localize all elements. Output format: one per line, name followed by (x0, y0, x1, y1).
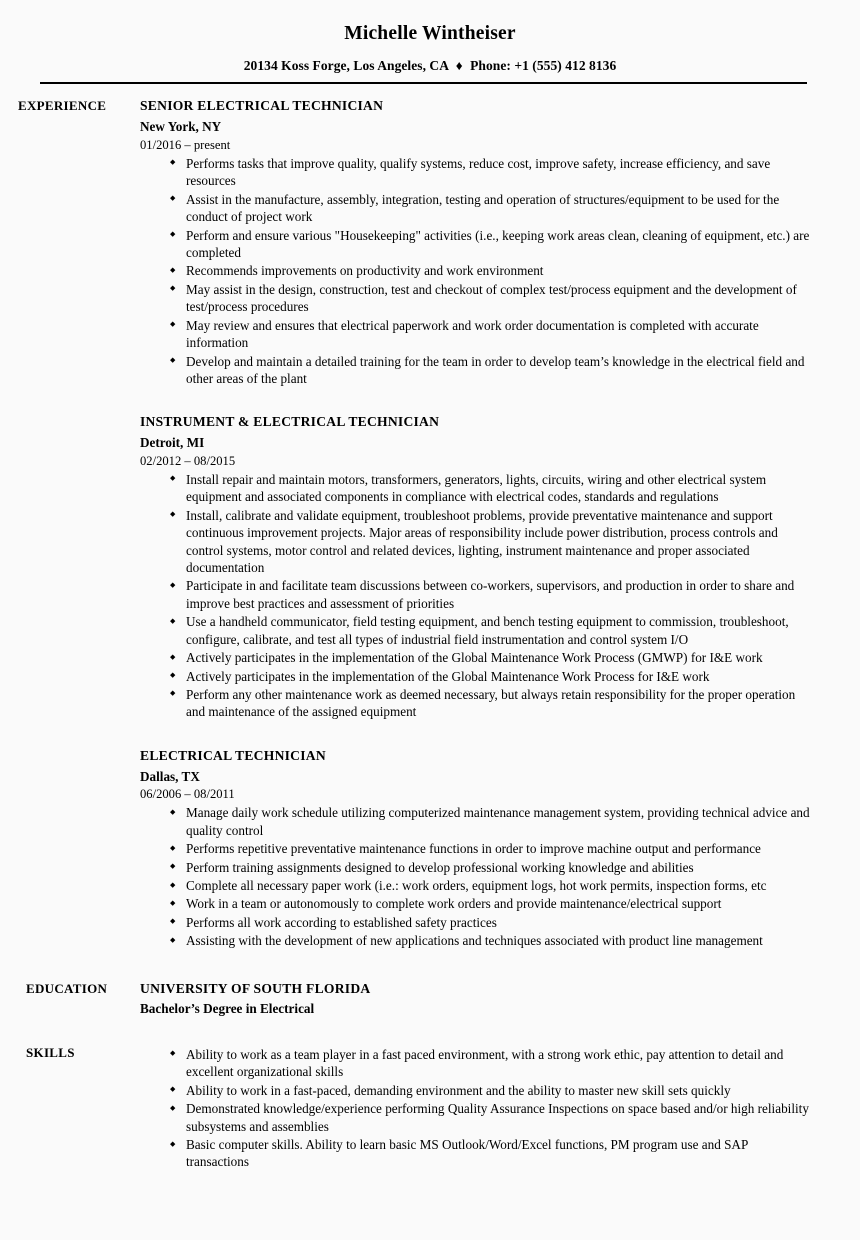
job-bullet: ◆ Actively participates in the implementation of the Global Maintenance Work Process for I&E work (170, 668, 810, 685)
job-bullet: ◆ Install repair and maintain motors, transformers, generators, lights, circuits, wiring and other electrical system equipment and associated components in compliance with electrical codes, standards and regulations (170, 471, 810, 506)
job-dates: 01/2016 – present (140, 137, 231, 152)
school-name: UNIVERSITY OF SOUTH FLORIDA (140, 980, 371, 996)
experience-entries (140, 97, 860, 949)
job-bullet: ◆ Perform and ensure various "Housekeeping" activities (i.e., keeping work areas clean, cleaning of equipment, etc.) are completed (170, 227, 810, 262)
job-dates: 06/2006 – 08/2011 (140, 787, 235, 801)
job-bullet: ◆ Assist in the manufacture, assembly, integration, testing and operation of structures/equipment to be used for the conduct of project work (170, 191, 810, 226)
skill-bullet: ◆ Demonstrated knowledge/experience performing Quality Assurance Inspections on space based and/or high reliability subsystems and assemblies (170, 1100, 810, 1135)
resume-body (0, 84, 860, 1170)
job-bullet: ◆ Participate in and facilitate team discussions between co-workers, supervisors, and production in order to share and improve best practices and assessment of priorities (170, 577, 810, 612)
job-bullet: ◆ Complete all necessary paper work (i.e.: work orders, equipment logs, hot work permits, inspection forms, etc (170, 877, 810, 894)
job-bullet: ◆ Perform training assignments designed to develop professional working knowledge and abilities (170, 859, 810, 876)
education-item (140, 980, 810, 1018)
job-bullet: ◆ Assisting with the development of new applications and techniques associated with product line management (170, 932, 810, 949)
job-bullet: ◆ Perform any other maintenance work as deemed necessary, but always retain responsibility for the proper operation and maintenance of the assigned equipment (170, 686, 810, 721)
skill-bullet: ◆ Basic computer skills. Ability to learn basic MS Outlook/Word/Excel functions, PM program use and SAP transactions (170, 1136, 810, 1171)
skills-bullet-list (140, 1046, 810, 1171)
education-entries (140, 980, 860, 1018)
job-bullet: ◆ Recommends improvements on productivity and work environment (170, 262, 810, 279)
section-label-skills: SKILLS (26, 1044, 75, 1060)
job-bullet-list (140, 155, 810, 387)
job-bullet-list (140, 471, 810, 721)
candidate-phone: Phone: +1 (555) 412 8136 (470, 58, 617, 74)
contact-line (0, 58, 860, 74)
job-bullet: ◆ Use a handheld communicator, field testing equipment, and bench testing equipment to commission, troubleshoot, configure, calibrate, and test all types of industrial field instrumentation and control system I/O (170, 613, 810, 648)
section-experience (0, 97, 860, 949)
job-location: Detroit, MI (140, 435, 205, 451)
job-title: ELECTRICAL TECHNICIAN (140, 747, 326, 763)
candidate-name: Michelle Wintheiser (344, 23, 516, 44)
job-title: INSTRUMENT & ELECTRICAL TECHNICIAN (140, 414, 440, 430)
experience-item (140, 413, 810, 720)
job-bullet: ◆ Manage daily work schedule utilizing computerized maintenance management system, providing technical advice and quality control (170, 804, 810, 839)
job-location: Dallas, TX (140, 768, 200, 784)
job-bullet: ◆ May review and ensures that electrical paperwork and work order documentation is completed with accurate information (170, 317, 810, 352)
section-label-education: EDUCATION (26, 980, 108, 996)
section-skills (0, 1044, 860, 1171)
job-dates: 02/2012 – 08/2015 (140, 453, 236, 468)
resume-header (0, 0, 860, 84)
experience-item (140, 97, 810, 387)
job-location: New York, NY (140, 119, 222, 135)
job-bullet: ◆ Performs repetitive preventative maintenance functions in order to improve machine output and performance (170, 840, 810, 857)
diamond-separator-icon: ♦ (455, 58, 463, 74)
skill-bullet: ◆ Ability to work in a fast-paced, demanding environment and the ability to master new skill sets quickly (170, 1082, 810, 1099)
job-bullet: ◆ Performs all work according to established safety practices (170, 914, 810, 931)
candidate-address: 20134 Koss Forge, Los Angeles, CA (243, 58, 449, 74)
skills-entries (140, 1044, 860, 1171)
skill-bullet: ◆ Ability to work as a team player in a fast paced environment, with a strong work ethic, pay attention to detail and excellent organizational skills (170, 1046, 810, 1081)
section-education (0, 980, 860, 1018)
section-label-experience: EXPERIENCE (18, 98, 107, 114)
job-bullet: ◆ Develop and maintain a detailed training for the team in order to develop team’s knowledge in the electrical field and other areas of the plant (170, 353, 810, 388)
job-bullet: ◆ Install, calibrate and validate equipment, troubleshoot problems, provide preventative maintenance and support continuous improvement projects. Major areas of responsibility include power distribution, process controls and control systems, motor control and related devices, lighting, instrument maintenance and proper associated documentation (170, 507, 810, 577)
job-bullet: ◆ Work in a team or autonomously to complete work orders and provide maintenance/electrical support (170, 895, 810, 912)
experience-item (140, 747, 810, 950)
job-bullet-list (140, 804, 810, 949)
job-bullet: ◆ Performs tasks that improve quality, qualify systems, reduce cost, improve safety, increase efficiency, and save resources (170, 155, 810, 190)
job-bullet: ◆ May assist in the design, construction, test and checkout of complex test/process equipment and the development of test/process procedures (170, 281, 810, 316)
job-bullet: ◆ Actively participates in the implementation of the Global Maintenance Work Process (GMWP) for I&E work (170, 649, 810, 666)
job-title: SENIOR ELECTRICAL TECHNICIAN (140, 98, 384, 114)
degree-name: Bachelor’s Degree in Electrical (140, 1001, 315, 1017)
